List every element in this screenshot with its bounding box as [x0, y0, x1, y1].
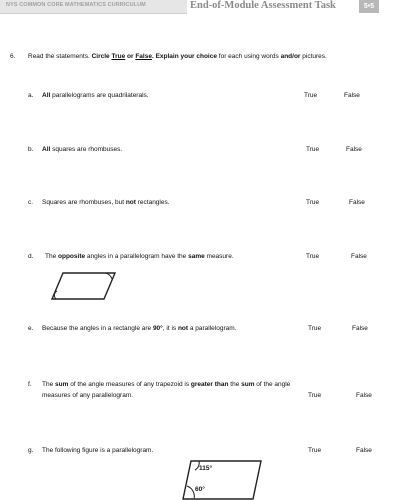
statement-c [0, 199, 414, 211]
true-option[interactable]: True [306, 253, 320, 260]
question-number: 6. [10, 53, 16, 60]
directions-false: False [135, 53, 152, 60]
directions-andor: and/or [280, 53, 301, 60]
statement-text: Squares are rhombuses, but not rectangles. [42, 199, 170, 206]
false-option[interactable]: False [344, 92, 360, 99]
directions-true: True [111, 53, 126, 60]
statement-d [0, 253, 414, 265]
statement-letter: e. [28, 325, 34, 332]
statement-g [0, 447, 414, 459]
directions-pre: Read the statements. [28, 53, 92, 60]
statement-letter: d. [28, 253, 34, 260]
page-title: End-of-Module Assessment Task [190, 0, 336, 11]
module-badge: 5•5 [359, 0, 379, 13]
statement-a [0, 92, 414, 104]
statement-letter: b. [28, 146, 34, 153]
statement-text: All parallelograms are quadrilaterals. [42, 92, 149, 99]
curriculum-label: NYS COMMON CORE MATHEMATICS CURRICULUM [6, 2, 146, 8]
statement-text: The sum of the angle measures of any trapezoid is greater than the sum of the angle [42, 381, 291, 388]
statement-letter: f. [28, 381, 32, 388]
statement-letter: c. [28, 199, 34, 206]
directions-post: for each using words [216, 53, 281, 60]
true-option[interactable]: True [304, 92, 318, 99]
angle-label-60: 60° [195, 486, 205, 493]
header-title-area [190, 0, 350, 13]
false-option[interactable]: False [351, 253, 367, 260]
statement-text-line2: measures of any parallelogram. [42, 392, 134, 399]
parallelogram-figure-g [180, 459, 264, 500]
statement-text: The opposite angles in a parallelogram have the same measure. [45, 253, 234, 260]
directions-end: pictures. [300, 53, 327, 60]
statement-letter: g. [28, 447, 34, 454]
false-option[interactable]: False [356, 392, 372, 399]
false-option[interactable]: False [356, 447, 372, 454]
true-option[interactable]: True [308, 447, 322, 454]
statement-text: All squares are rhombuses. [42, 146, 123, 153]
statement-f [0, 381, 414, 405]
statement-letter: a. [28, 92, 34, 99]
true-option[interactable]: True [308, 325, 322, 332]
true-option[interactable]: True [306, 199, 320, 206]
false-option[interactable]: False [346, 146, 362, 153]
false-option[interactable]: False [352, 325, 368, 332]
directions-circle: Circle [91, 53, 112, 60]
directions-or: or [125, 53, 136, 60]
statement-text: Because the angles in a rectangle are 90°, it is not a parallelogram. [42, 325, 237, 332]
curriculum-banner [0, 0, 187, 14]
true-option[interactable]: True [306, 146, 320, 153]
statement-e [0, 325, 414, 337]
statement-text: The following figure is a parallelogram. [42, 447, 154, 454]
directions-explain: . Explain your choice [151, 53, 217, 60]
true-option[interactable]: True [308, 392, 322, 399]
angle-label-115: 115° [199, 465, 213, 472]
parallelogram-figure-d [49, 270, 117, 302]
question-directions [28, 53, 327, 60]
false-option[interactable]: False [349, 199, 365, 206]
statement-b [0, 146, 414, 158]
